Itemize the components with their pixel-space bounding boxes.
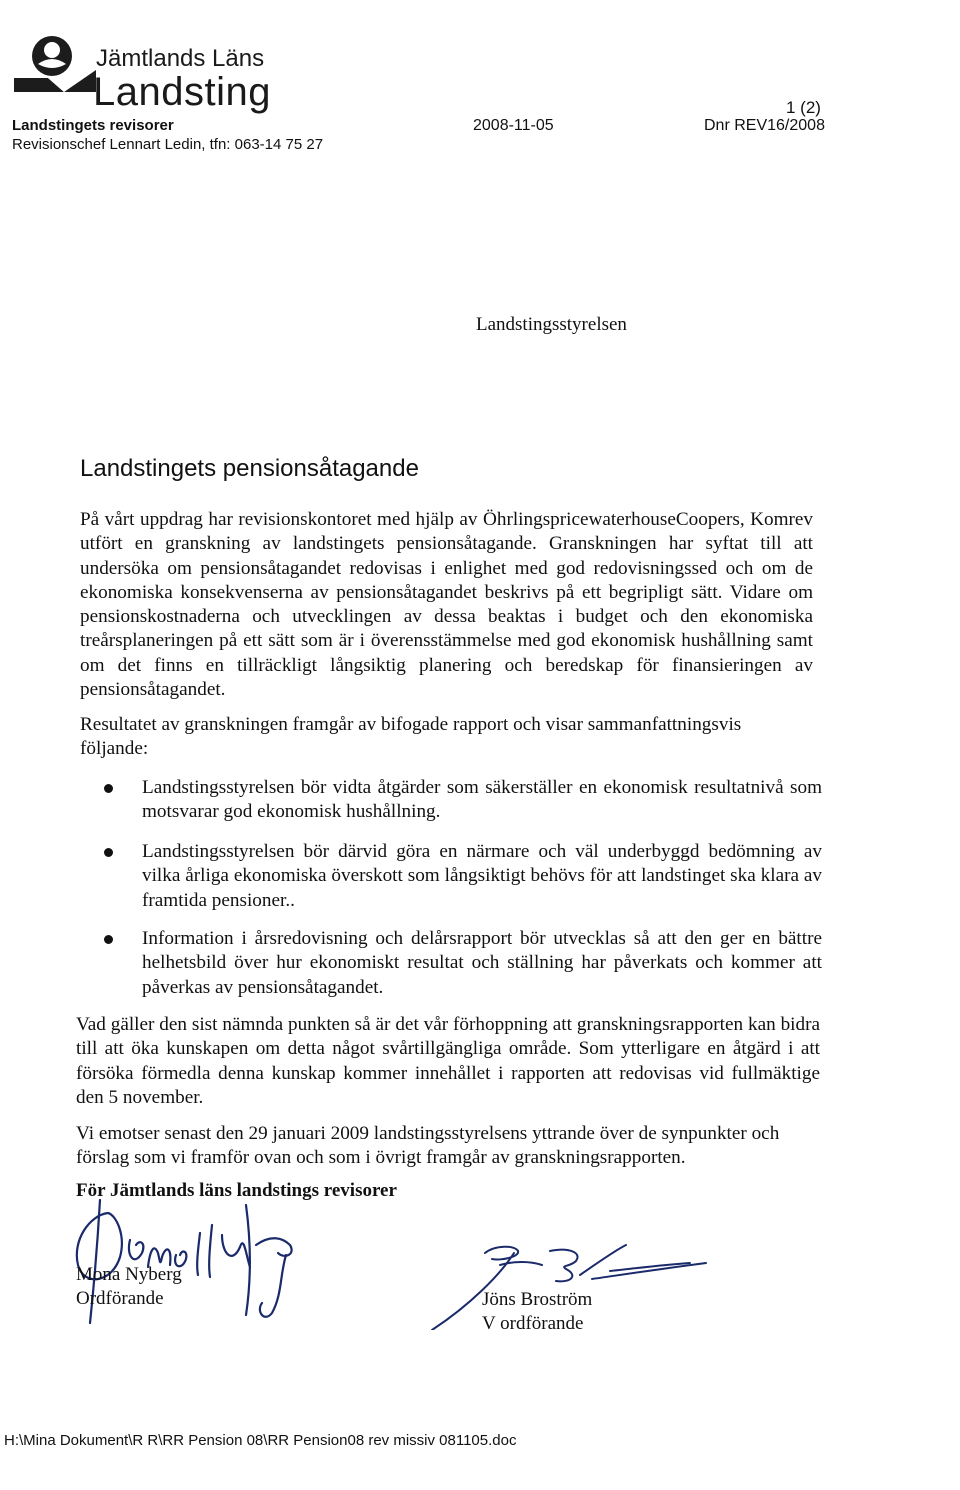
letter-date: 2008-11-05 — [473, 117, 554, 134]
response-request-paragraph: Vi emotser senast den 29 januari 2009 landstingsstyrelsens yttrande över de synpunkter och förslag som vi framför ovan och som i övrigt framgår av granskningsrapporten. — [76, 1123, 780, 1169]
page-title: Landstingets pensionsåtagande — [80, 455, 419, 482]
bullet-icon — [104, 848, 113, 857]
list-item-text: Information i årsredovisning och delårsrapport bör utvecklas så att den ger en bättre helhetsbild över hur ekonomiskt resultat och ställning har påverkats och kommer att påverkas av pensionsåtagandet. — [142, 928, 822, 998]
signatory-name: Mona Nyberg — [76, 1264, 182, 1285]
reference-number: Dnr REV16/2008 — [704, 117, 825, 134]
unit-name: Landstingets revisorer — [12, 117, 174, 134]
signatory-name: Jöns Broström — [482, 1289, 593, 1310]
page-number: 1 (2) — [786, 98, 821, 117]
list-item-text: Landstingsstyrelsen bör vidta åtgärder som säkerställer en ekonomisk resultatnivå som motsvarar god ekonomisk hushållning. — [142, 777, 822, 823]
landsting-logo-icon — [8, 30, 104, 106]
file-path: H:\Mina Dokument\R R\RR Pension 08\RR Pension08 rev missiv 081105.doc — [4, 1432, 517, 1449]
signatory-title: Ordförande — [76, 1288, 164, 1309]
org-name-line2: Landsting — [93, 70, 271, 114]
closing-paragraph: Vad gäller den sist nämnda punkten så är det vår förhoppning att granskningsrapporten kan bidra till att öka kunskapen om detta något svårtillgängliga område. Som ytterligare en åtgärd i att försöka förmedla denna kunskap kommer innehållet i rapporten att redovisas vid fullmäktige den 5 november. — [76, 1014, 820, 1108]
intro-paragraph: På vårt uppdrag har revisionskontoret med hjälp av ÖhrlingspricewaterhouseCoopers, Komrev utfört en granskning av landstingets pensionsåtagande. Granskningen har syftat till att undersöka om pensionsåtagandet redovisas i enlighet med god redovisningssed och om de ekonomiska konsekvenserna av pensionsåtagandet beskrivs på ett begripligt sätt. Vidare om pensionskostnaderna och utvecklingen av dessa beaktas i budget och den ekonomiska treårsplaneringen på ett sätt som är i överensstämmelse med god ekonomisk hushållning samt om det finns en tillräckligt långsiktig planering och beredskap för finansieringen av pensionsåtagandet. — [80, 509, 813, 701]
signoff: För Jämtlands läns landstings revisorer — [76, 1180, 397, 1201]
bullet-icon — [104, 935, 113, 944]
org-name-line1: Jämtlands Läns — [96, 45, 265, 72]
list-item-text: Landstingsstyrelsen bör därvid göra en närmare och väl underbyggd bedömning av vilka årliga ekonomiska överskott som långsiktigt behövs för att landstinget ska klara av framtida pensioner.. — [142, 841, 822, 911]
signatory-title: V ordförande — [482, 1313, 584, 1334]
bullet-icon — [104, 784, 113, 793]
contact-line: Revisionschef Lennart Ledin, tfn: 063-14 75 27 — [12, 136, 324, 153]
result-intro-paragraph: Resultatet av granskningen framgår av bifogade rapport och visar sammanfattningsvis följande: — [80, 714, 742, 760]
recipient: Landstingsstyrelsen — [476, 314, 627, 335]
